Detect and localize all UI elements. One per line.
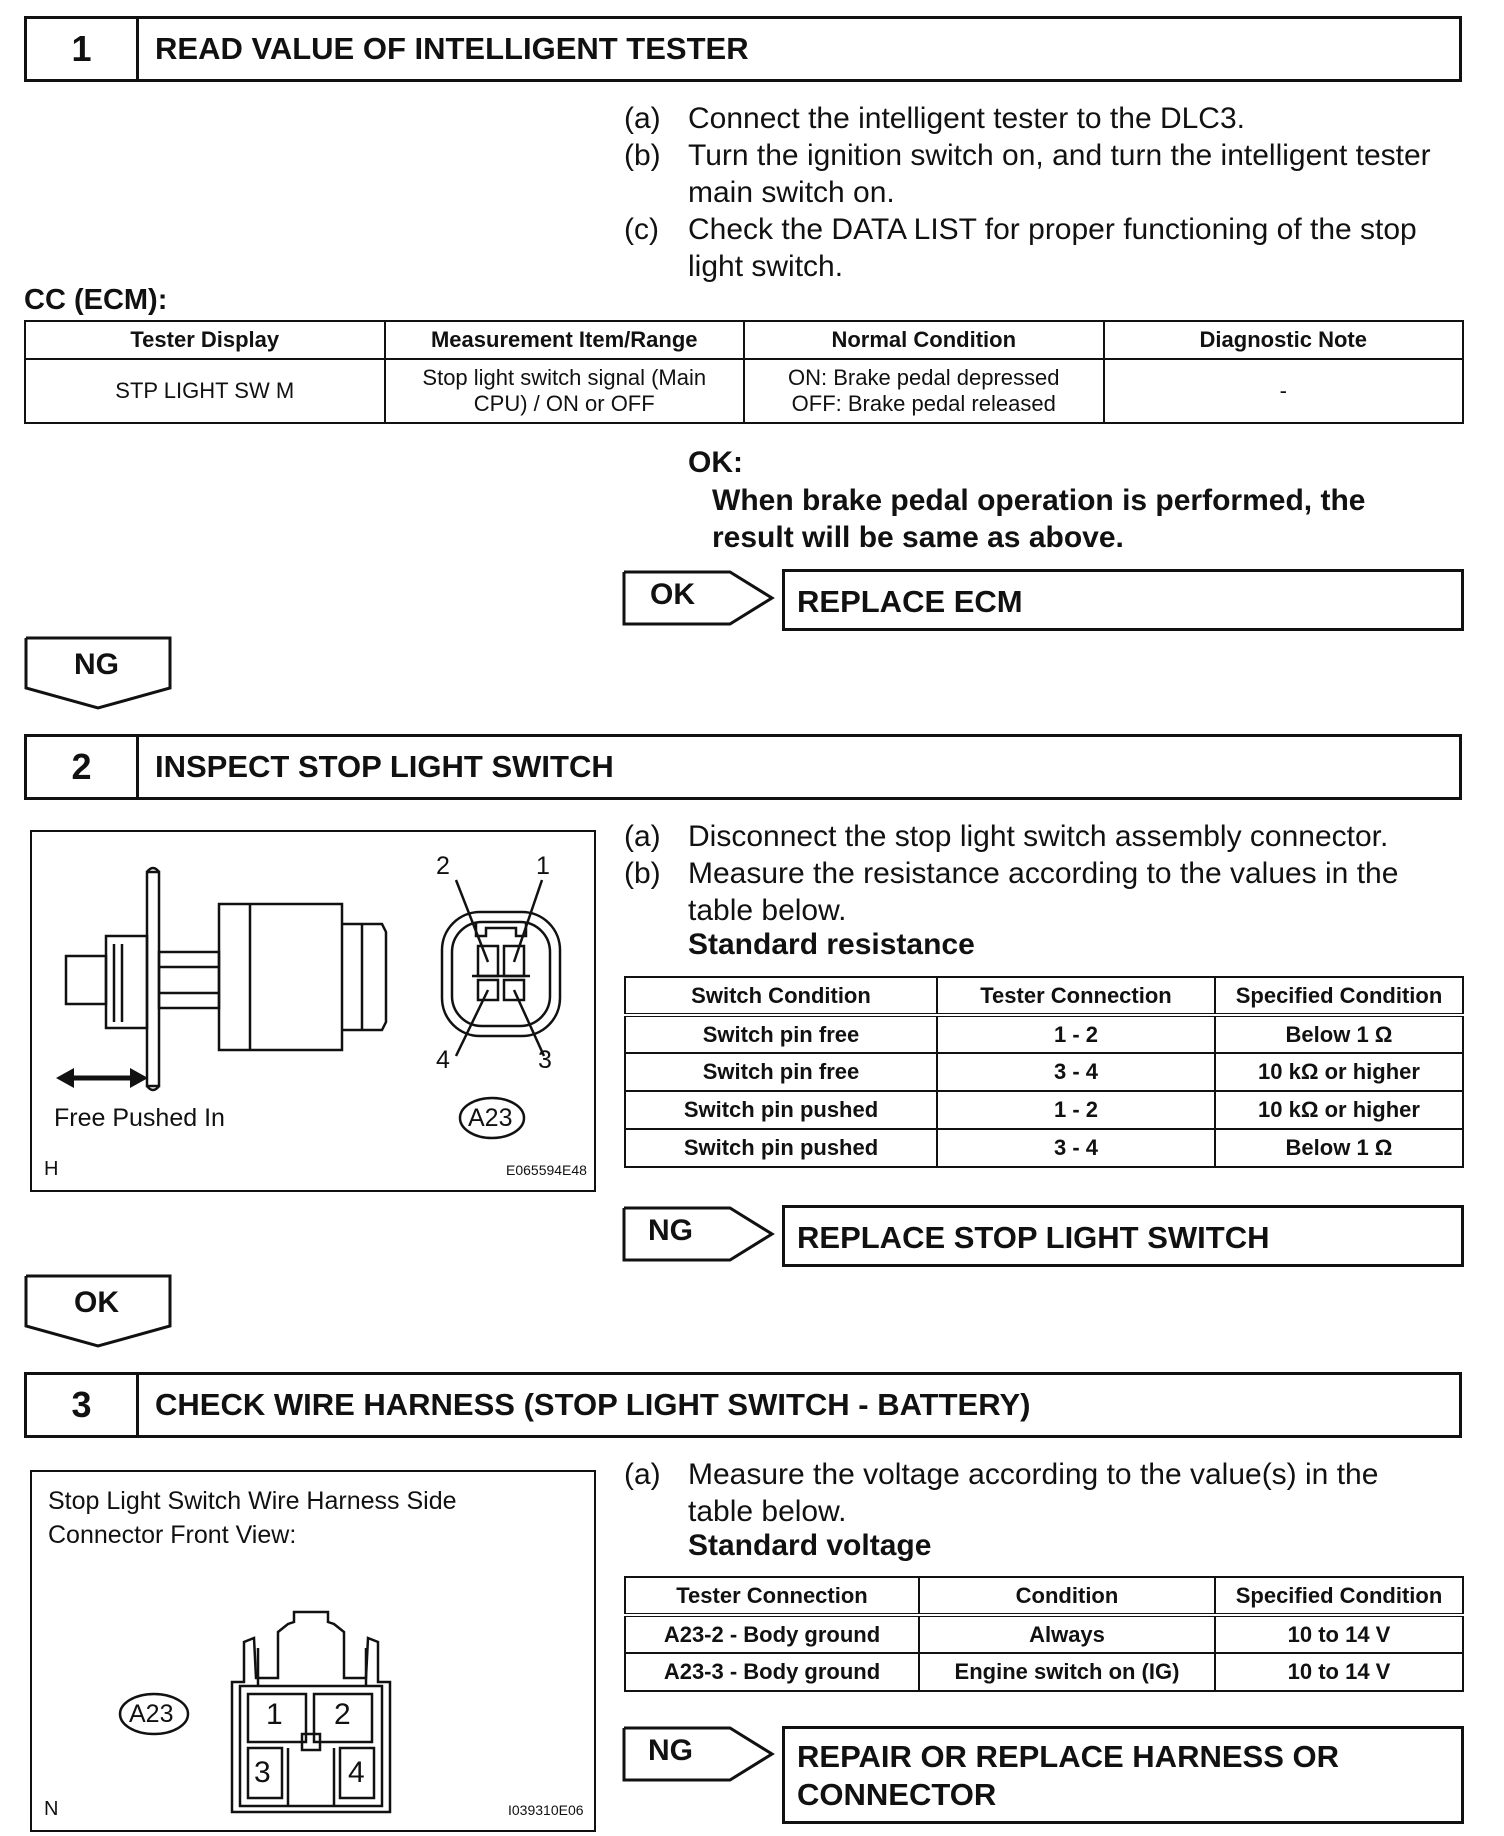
step-number: 1	[27, 19, 139, 79]
result-text: REPAIR OR REPLACE HARNESS OR	[797, 1739, 1339, 1774]
result-text: REPLACE ECM	[797, 584, 1023, 619]
table-title: Standard resistance	[688, 928, 975, 961]
column-header: Tester Connection	[937, 977, 1215, 1015]
harness-connector-figure	[30, 1470, 596, 1832]
figure-corner-label: H	[44, 1158, 59, 1180]
column-header: Specified Condition	[1215, 977, 1463, 1015]
table-cell: STP LIGHT SW M	[25, 359, 385, 423]
pin-label: 3	[538, 1046, 552, 1074]
voltage-table	[624, 1576, 1464, 1692]
figure-corner-label: N	[44, 1798, 59, 1820]
instruction-text: Disconnect the stop light switch assembly connector.	[688, 820, 1389, 853]
resistance-table	[624, 976, 1464, 1168]
pin-label: 1	[536, 852, 550, 880]
column-header: Normal Condition	[744, 321, 1104, 359]
table-cell: 10 to 14 V	[1215, 1615, 1463, 1653]
next-step-label: NG	[74, 648, 119, 681]
instruction-text: table below.	[688, 1495, 847, 1528]
ok-label: OK:	[688, 446, 743, 479]
column-header: Tester Display	[25, 321, 385, 359]
table-row	[625, 1015, 1463, 1053]
table-cell: Switch pin pushed	[625, 1091, 937, 1129]
result-box	[782, 1205, 1464, 1267]
table-cell: 1 - 2	[937, 1091, 1215, 1129]
table-cell	[744, 359, 1104, 423]
step-1-instructions	[624, 100, 1464, 283]
table-title: Standard voltage	[688, 1529, 932, 1562]
instruction-marker: (c)	[624, 213, 659, 246]
ng-branch-arrow-icon	[624, 1206, 774, 1262]
ng-branch-arrow-icon	[624, 1726, 774, 1782]
step-number: 3	[27, 1375, 139, 1435]
table-cell: Switch pin free	[625, 1053, 937, 1091]
table-cell: A23-2 - Body ground	[625, 1615, 919, 1653]
table-cell: -	[1104, 359, 1464, 423]
table-cell: 3 - 4	[937, 1053, 1215, 1091]
stop-light-switch-figure	[30, 830, 596, 1192]
caption-line: Connector Front View:	[48, 1521, 297, 1549]
column-header: Tester Connection	[625, 1577, 919, 1615]
pin-label: 2	[436, 852, 450, 880]
branch-label: NG	[648, 1734, 693, 1767]
table-row	[625, 1129, 1463, 1167]
table-cell: 3 - 4	[937, 1129, 1215, 1167]
step-title: INSPECT STOP LIGHT SWITCH	[155, 749, 614, 784]
instruction-text: Measure the resistance according to the values in the	[688, 857, 1399, 890]
cell-line: Stop light switch signal (Main	[422, 365, 707, 390]
table-row	[625, 1053, 1463, 1091]
step-1-header	[24, 16, 1462, 82]
table-row	[625, 1615, 1463, 1653]
table-row	[625, 1653, 1463, 1691]
table-header-row	[625, 977, 1463, 1015]
instruction-marker: (a)	[624, 102, 661, 135]
next-step-label: OK	[74, 1286, 119, 1319]
cell-line: OFF: Brake pedal released	[791, 391, 1056, 416]
table-cell: 10 kΩ or higher	[1215, 1053, 1463, 1091]
ok-condition-line: When brake pedal operation is performed, the	[712, 484, 1366, 517]
data-list-table	[24, 320, 1464, 424]
table-cell: Switch pin free	[625, 1015, 937, 1053]
table-cell: Below 1 Ω	[1215, 1129, 1463, 1167]
table-caption: CC (ECM):	[24, 284, 168, 316]
ok-condition	[712, 482, 1365, 556]
instruction-text: main switch on.	[688, 176, 895, 209]
pin-label: 2	[334, 1698, 351, 1731]
instruction-marker: (a)	[624, 820, 661, 853]
pin-label: 3	[254, 1756, 271, 1789]
connector-code-label: A23	[468, 1104, 513, 1132]
table-row	[25, 359, 1463, 423]
pin-label: 1	[266, 1698, 283, 1731]
figure-code: I039310E06	[508, 1802, 584, 1818]
pin-label: 4	[348, 1756, 365, 1789]
table-cell: 10 to 14 V	[1215, 1653, 1463, 1691]
connector-code-label: A23	[129, 1700, 174, 1728]
instruction-text: light switch.	[688, 250, 844, 283]
step-title: READ VALUE OF INTELLIGENT TESTER	[155, 31, 749, 66]
figure-code: E065594E48	[506, 1162, 587, 1178]
instruction-marker: (b)	[624, 857, 661, 890]
switch-diagram-icon	[32, 832, 594, 1190]
result-text: CONNECTOR	[797, 1777, 997, 1812]
instruction-text: Connect the intelligent tester to the DLC3.	[688, 102, 1245, 135]
harness-connector-icon	[32, 1472, 594, 1830]
result-text: REPLACE STOP LIGHT SWITCH	[797, 1220, 1270, 1255]
cell-line: CPU) / ON or OFF	[473, 391, 655, 416]
table-cell: Switch pin pushed	[625, 1129, 937, 1167]
step-number: 2	[27, 737, 139, 797]
table-cell: 10 kΩ or higher	[1215, 1091, 1463, 1129]
instruction-text: Turn the ignition switch on, and turn the intelligent tester	[688, 139, 1431, 172]
table-header-row	[25, 321, 1463, 359]
table-cell: Engine switch on (IG)	[919, 1653, 1215, 1691]
column-header: Specified Condition	[1215, 1577, 1463, 1615]
column-header: Diagnostic Note	[1104, 321, 1464, 359]
pin-label: 4	[436, 1046, 450, 1074]
result-box	[782, 1726, 1464, 1824]
step-3-header	[24, 1372, 1462, 1438]
column-header: Condition	[919, 1577, 1215, 1615]
table-cell: Below 1 Ω	[1215, 1015, 1463, 1053]
instruction-marker: (a)	[624, 1458, 661, 1491]
table-header-row	[625, 1577, 1463, 1615]
table-cell: 1 - 2	[937, 1015, 1215, 1053]
result-box	[782, 569, 1464, 631]
instruction-marker: (b)	[624, 139, 661, 172]
caption-line: Stop Light Switch Wire Harness Side	[48, 1487, 457, 1515]
table-cell: A23-3 - Body ground	[625, 1653, 919, 1691]
step-title: CHECK WIRE HARNESS (STOP LIGHT SWITCH - BATTERY)	[155, 1387, 1031, 1422]
instruction-text: Measure the voltage according to the value(s) in the	[688, 1458, 1379, 1491]
cell-line: ON: Brake pedal depressed	[788, 365, 1060, 390]
instruction-text: table below.	[688, 894, 847, 927]
column-header: Switch Condition	[625, 977, 937, 1015]
ok-condition-line: result will be same as above.	[712, 521, 1124, 554]
step-3-instructions	[624, 1456, 1464, 1532]
column-header: Measurement Item/Range	[385, 321, 745, 359]
free-pushed-label: Free Pushed In	[54, 1104, 225, 1132]
instruction-text: Check the DATA LIST for proper functioning of the stop	[688, 213, 1417, 246]
branch-label: OK	[650, 578, 695, 611]
table-cell	[385, 359, 745, 423]
step-2-instructions	[624, 818, 1464, 930]
table-cell: Always	[919, 1615, 1215, 1653]
branch-label: NG	[648, 1214, 693, 1247]
table-row	[625, 1091, 1463, 1129]
ok-branch-arrow-icon	[624, 570, 774, 626]
step-2-header	[24, 734, 1462, 800]
